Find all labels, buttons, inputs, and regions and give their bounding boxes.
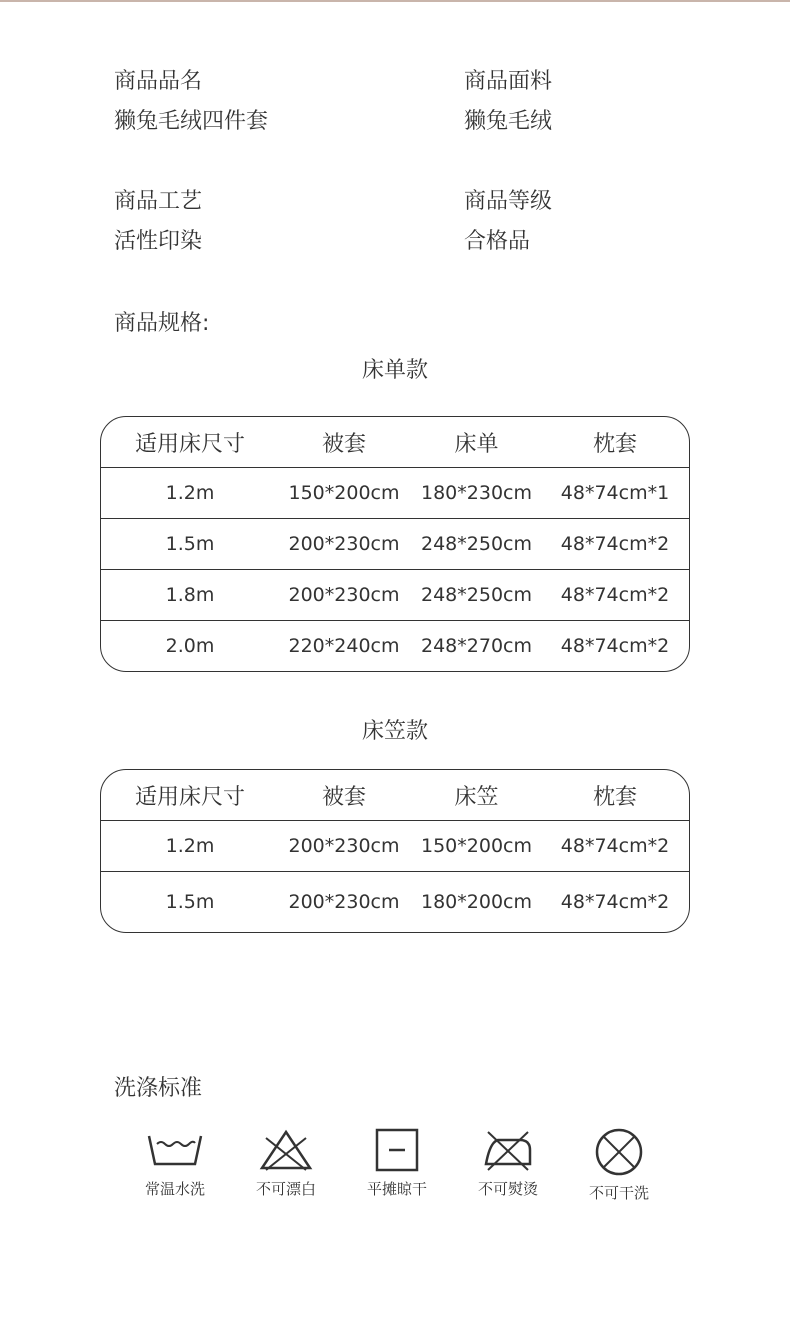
- sheet-table-title: 床单款: [361, 358, 428, 383]
- table-header-row: [101, 770, 689, 820]
- header-cell: 被套: [321, 431, 366, 457]
- wash-tub-icon: [143, 1128, 207, 1172]
- table-cell: 48*74cm*1: [560, 482, 670, 504]
- product-name: [114, 62, 414, 142]
- product-fabric: [464, 62, 764, 142]
- table-cell: 48*74cm*2: [560, 584, 670, 606]
- wash-item-no-iron: [453, 1128, 563, 1199]
- header-cell: 适用床尺寸: [134, 784, 245, 810]
- product-grade-label: 商品等级: [464, 189, 553, 214]
- table-cell: 180*230cm: [421, 482, 532, 504]
- wash-item-dry-flat: [342, 1128, 452, 1199]
- table-row: [101, 467, 689, 518]
- table-cell: 1.8m: [165, 584, 215, 606]
- header-cell: 枕套: [592, 431, 637, 457]
- table-row: [101, 820, 689, 871]
- table-cell: 248*270cm: [421, 635, 532, 657]
- wash-heading: 洗涤标准: [114, 1076, 203, 1101]
- table-cell: 248*250cm: [421, 533, 532, 555]
- table-cell: 48*74cm*2: [560, 835, 670, 857]
- table-cell: 180*200cm: [421, 891, 532, 913]
- table-cell: 48*74cm*2: [560, 635, 670, 657]
- wash-item-normal: [120, 1128, 230, 1199]
- wash-label: 平摊晾干: [366, 1180, 427, 1198]
- table-row: [101, 620, 689, 671]
- wash-label: 常温水洗: [144, 1180, 205, 1198]
- table-cell: 150*200cm: [421, 835, 532, 857]
- header-cell: 床单: [454, 431, 499, 457]
- top-divider: [0, 0, 790, 2]
- table-cell: 48*74cm*2: [560, 891, 670, 913]
- table-cell: 1.2m: [165, 835, 215, 857]
- header-cell: 枕套: [592, 784, 637, 810]
- table-cell: 248*250cm: [421, 584, 532, 606]
- product-grade-value: 合格品: [464, 229, 531, 254]
- spec-heading: 商品规格:: [114, 311, 210, 336]
- fitted-spec-table: [100, 769, 690, 933]
- table-row: [101, 871, 689, 932]
- table-cell: 2.0m: [165, 635, 215, 657]
- table-cell: 200*230cm: [288, 835, 400, 857]
- product-craft: [114, 182, 414, 262]
- table-cell: 200*230cm: [288, 584, 400, 606]
- table-row: [101, 569, 689, 620]
- wash-item-no-dry-clean: [564, 1128, 674, 1203]
- table-cell: 200*230cm: [288, 533, 400, 555]
- no-dry-clean-icon: [587, 1128, 651, 1176]
- dry-flat-icon: [365, 1128, 429, 1172]
- header-cell: 被套: [321, 784, 366, 810]
- table-row: [101, 518, 689, 569]
- product-grade: [464, 182, 764, 262]
- no-bleach-icon: [254, 1128, 318, 1172]
- table-cell: 150*200cm: [288, 482, 400, 504]
- product-craft-value: 活性印染: [114, 229, 203, 254]
- table-cell: 1.2m: [165, 482, 215, 504]
- table-cell: 1.5m: [165, 891, 215, 913]
- product-fabric-label: 商品面料: [464, 69, 553, 94]
- wash-label: 不可熨烫: [477, 1180, 538, 1198]
- table-cell: 220*240cm: [288, 635, 400, 657]
- product-name-value: 獭兔毛绒四件套: [114, 109, 269, 134]
- wash-icons: [120, 1128, 680, 1228]
- header-cell: 适用床尺寸: [134, 431, 245, 457]
- table-cell: 200*230cm: [288, 891, 400, 913]
- wash-label: 不可漂白: [255, 1180, 316, 1198]
- table-header-row: [101, 417, 689, 467]
- no-iron-icon: [476, 1128, 540, 1172]
- product-craft-label: 商品工艺: [114, 189, 203, 214]
- header-cell: 床笠: [454, 784, 499, 810]
- table-cell: 48*74cm*2: [560, 533, 670, 555]
- wash-item-no-bleach: [231, 1128, 341, 1199]
- table-cell: 1.5m: [165, 533, 215, 555]
- wash-label: 不可干洗: [588, 1184, 649, 1202]
- product-fabric-value: 獭兔毛绒: [464, 109, 553, 134]
- product-name-label: 商品品名: [114, 69, 203, 94]
- fitted-table-title: 床笠款: [361, 719, 428, 744]
- sheet-spec-table: [100, 416, 690, 672]
